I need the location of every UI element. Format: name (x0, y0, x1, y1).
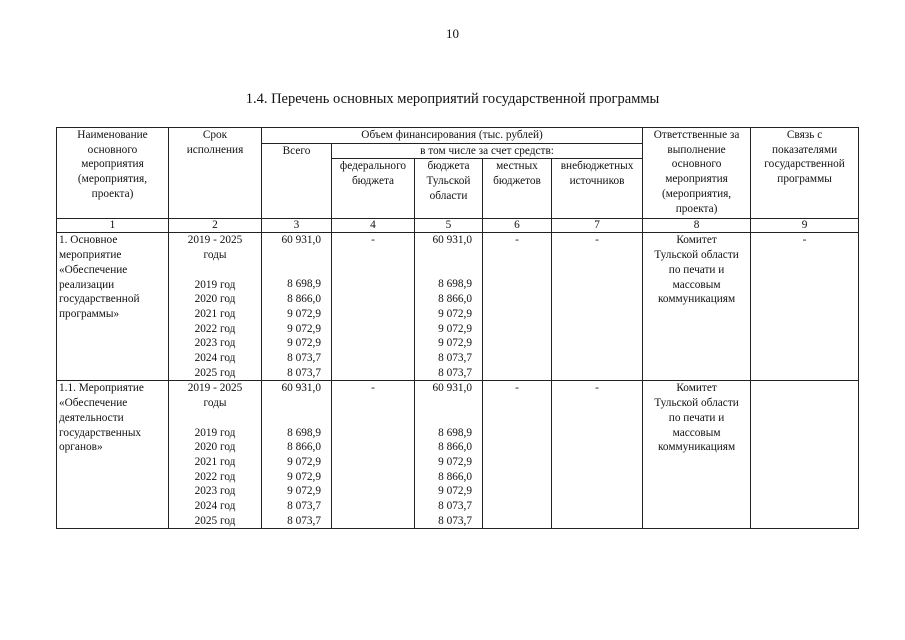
federal-cell: - (332, 381, 415, 529)
column-number: 8 (643, 219, 751, 233)
column-number: 2 (169, 219, 262, 233)
responsible-cell: Комитет Тульской области по печати и массовым коммуникациям (643, 233, 751, 381)
header-regional: бюджета Тульской области (415, 159, 483, 219)
responsible-cell: Комитет Тульской области по печати и массовым коммуникациям (643, 381, 751, 529)
header-link: Связь с показателями государственной программы (751, 128, 859, 219)
column-number-row (57, 219, 859, 233)
local-cell: - (483, 381, 552, 529)
link-cell: - (751, 233, 859, 381)
header-term: Срок исполнения (169, 128, 262, 219)
link-cell (751, 381, 859, 529)
header-total: Всего (262, 143, 332, 219)
period-cell: 2019 - 2025 годы 2019 год 2020 год 2021 год 2022 год 2023 год 2024 год 2025 год (169, 233, 262, 381)
measure-name-cell: 1.1. Мероприятие «Обеспечение деятельности государственных органов» (57, 381, 169, 529)
column-number: 5 (415, 219, 483, 233)
header-including: в том числе за счет средств: (332, 143, 643, 159)
extrabudget-cell: - (552, 233, 643, 381)
measures-table (56, 127, 859, 529)
header-name: Наименование основного мероприятия (мероприятия, проекта) (57, 128, 169, 219)
extrabudget-cell: - (552, 381, 643, 529)
column-number: 4 (332, 219, 415, 233)
measure-name-cell: 1. Основное мероприятие «Обеспечение реализации государственной программы» (57, 233, 169, 381)
table-row (57, 233, 859, 381)
column-number: 3 (262, 219, 332, 233)
header-extrabudget: внебюджетных источников (552, 159, 643, 219)
column-number: 9 (751, 219, 859, 233)
federal-cell: - (332, 233, 415, 381)
total-cell: 60 931,0 8 698,9 8 866,0 9 072,9 9 072,9 9 072,9 8 073,7 8 073,7 (262, 381, 332, 529)
regional-cell: 60 931,0 8 698,9 8 866,0 9 072,9 9 072,9 9 072,9 8 073,7 8 073,7 (415, 233, 483, 381)
total-cell: 60 931,0 8 698,9 8 866,0 9 072,9 9 072,9 9 072,9 8 073,7 8 073,7 (262, 233, 332, 381)
header-row-1 (57, 128, 859, 144)
header-funding: Объем финансирования (тыс. рублей) (262, 128, 643, 144)
column-number: 1 (57, 219, 169, 233)
header-responsible: Ответственные за выполнение основного мероприятия (мероприятия, проекта) (643, 128, 751, 219)
column-number: 7 (552, 219, 643, 233)
period-cell: 2019 - 2025 годы 2019 год 2020 год 2021 год 2022 год 2023 год 2024 год 2025 год (169, 381, 262, 529)
page-number: 10 (446, 26, 459, 41)
table-row (57, 381, 859, 529)
local-cell: - (483, 233, 552, 381)
column-number: 6 (483, 219, 552, 233)
header-federal: федерального бюджета (332, 159, 415, 219)
section-title: 1.4. Перечень основных мероприятий государственной программы (245, 91, 660, 107)
header-local: местных бюджетов (483, 159, 552, 219)
regional-cell: 60 931,0 8 698,9 8 866,0 9 072,9 8 866,0 9 072,9 8 073,7 8 073,7 (415, 381, 483, 529)
